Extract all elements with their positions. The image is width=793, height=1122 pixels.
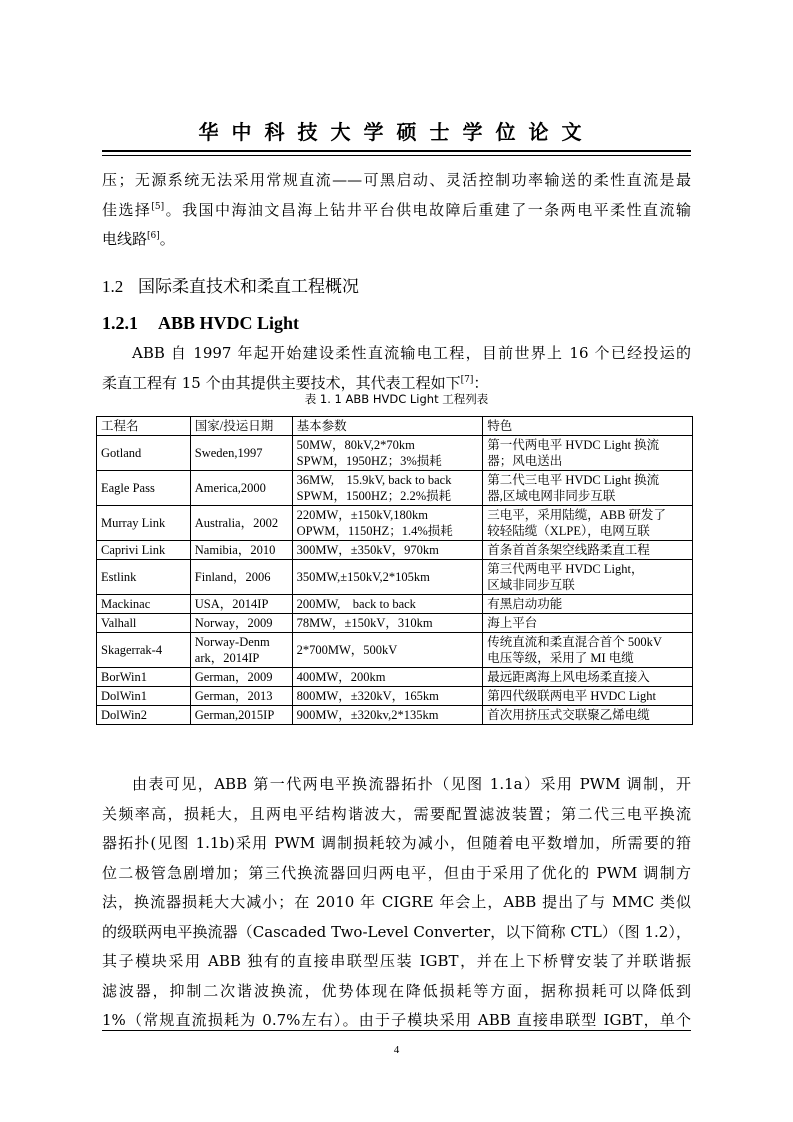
- project-name-cell: Valhall: [97, 614, 191, 633]
- footer-rule: [102, 1030, 691, 1031]
- features-cell: 三电平，采用陆缆，ABB 研发了 较轻陆缆（XLPE），电网互联: [483, 506, 693, 541]
- features-cell: 传统直流和柔直混合首个 500kV 电压等级，采用了 MI 电缆: [483, 633, 693, 668]
- country-date-cell: German，2009: [190, 668, 292, 687]
- table-row: [97, 471, 693, 506]
- country-date-cell: America,2000: [190, 471, 292, 506]
- parameters-cell: 300MW，±350kV，970km: [292, 541, 483, 560]
- features-cell: 首次用挤压式交联聚乙烯电缆: [483, 706, 693, 725]
- project-name-cell: Caprivi Link: [97, 541, 191, 560]
- body-line: 由表可见，ABB 第一代两电平换流器拓扑（见图 1.1a）采用 PWM 调制，开: [132, 775, 691, 793]
- features-cell: 第二代三电平 HVDC Light 换流 器,区域电网非同步互联: [483, 471, 693, 506]
- table-header-cell: 工程名: [97, 417, 191, 436]
- features-cell: 海上平台: [483, 614, 693, 633]
- table-row: [97, 436, 693, 471]
- table-row: [97, 687, 693, 706]
- citation-5: [5]: [151, 201, 165, 212]
- table-row: [97, 506, 693, 541]
- subsection-paragraph: [102, 339, 691, 398]
- country-date-cell: Norway，2009: [190, 614, 292, 633]
- subsection-number: 1.2.1: [102, 313, 138, 333]
- project-name-cell: Estlink: [97, 560, 191, 595]
- project-name-cell: DolWin1: [97, 687, 191, 706]
- body-line: 关频率高，损耗大，且两电平结构谐波大，需要配置滤波装置；第二代三电平换流: [102, 804, 691, 823]
- country-date-cell: Australia，2002: [190, 506, 292, 541]
- features-cell: 第三代两电平 HVDC Light， 区域非同步互联: [483, 560, 693, 595]
- table-header-row: [97, 417, 693, 436]
- page-header-title: 华中科技大学硕士学位论文: [198, 120, 595, 144]
- project-name-cell: Skagerrak-4: [97, 633, 191, 668]
- parameters-cell: 800MW，±320kV，165km: [292, 687, 483, 706]
- section-number: 1.2: [102, 277, 124, 296]
- project-name-cell: Gotland: [97, 436, 191, 471]
- sub-line-1: ABB 自 1997 年起开始建设柔性直流输电工程，目前世界上 16 个已经投运的: [132, 344, 691, 362]
- section-heading: [102, 272, 359, 297]
- project-name-cell: Mackinac: [97, 595, 191, 614]
- country-date-cell: Sweden,1997: [190, 436, 292, 471]
- project-name-cell: BorWin1: [97, 668, 191, 687]
- intro-line-1: 压；无源系统无法采用常规直流——可黑启动、灵活控制功率输送的柔性直流是最: [102, 171, 691, 189]
- table-row: [97, 595, 693, 614]
- header-rule: [102, 150, 691, 152]
- table-row: [97, 541, 693, 560]
- intro-paragraph: [102, 166, 691, 255]
- body-line: 滤波器，抑制二次谐波换流，优势体现在降低损耗等方面，据称损耗可以降低到: [102, 981, 691, 1000]
- parameters-cell: 2*700MW，500kV: [292, 633, 483, 668]
- body-line: 位二极管急剧增加；第三代换流器回归两电平，但由于采用了优化的 PWM 调制方: [102, 863, 691, 882]
- country-date-cell: USA，2014IP: [190, 595, 292, 614]
- analysis-paragraph: [102, 770, 691, 1036]
- parameters-cell: 36MW, 15.9kV, back to back SPWM，1500HZ；2.2%损耗: [292, 471, 483, 506]
- table-row: [97, 560, 693, 595]
- citation-6: [6]: [147, 231, 160, 241]
- parameters-cell: 220MW，±150kV,180km OPWM，1150HZ；1.4%损耗: [292, 506, 483, 541]
- section-title: 国际柔直技术和柔直工程概况: [138, 277, 359, 297]
- parameters-cell: 50MW，80kV,2*70km SPWM，1950HZ；3%损耗: [292, 436, 483, 471]
- intro-line-3: 电线路[6]。: [102, 230, 175, 248]
- table-header-cell: 特色: [483, 417, 693, 436]
- parameters-cell: 900MW，±320kv,2*135km: [292, 706, 483, 725]
- body-line: 的级联两电平换流器（Cascaded Two-Level Converter，以下简称 CTL）（图 1.2），: [102, 922, 691, 941]
- table-row: [97, 614, 693, 633]
- country-date-cell: Namibia，2010: [190, 541, 292, 560]
- country-date-cell: German,2015IP: [190, 706, 292, 725]
- intro-line-2: 佳选择[5]。我国中海油文昌海上钻井平台供电故障后重建了一条两电平柔性直流输: [102, 200, 691, 219]
- project-name-cell: DolWin2: [97, 706, 191, 725]
- page-number: 4: [393, 1044, 400, 1056]
- body-line: 法，换流器损耗大大减小；在 2010 年 CIGRE 年会上，ABB 提出了与 MMC 类似: [102, 893, 691, 911]
- project-name-cell: Murray Link: [97, 506, 191, 541]
- table-body: [97, 417, 693, 725]
- body-line: 1%（常规直流损耗为 0.7%左右）。由于子模块采用 ABB 直接串联型 IGBT，单个: [102, 1011, 691, 1029]
- features-cell: 有黑启动功能: [483, 595, 693, 614]
- table-caption: 表 1. 1 ABB HVDC Light 工程列表: [304, 392, 489, 406]
- parameters-cell: 200MW, back to back: [292, 595, 483, 614]
- table-header-cell: 基本参数: [292, 417, 483, 436]
- features-cell: 首条首首条架空线路柔直工程: [483, 541, 693, 560]
- parameters-cell: 350MW,±150kV,2*105km: [292, 560, 483, 595]
- table-row: [97, 633, 693, 668]
- header-rule-thin: [102, 155, 691, 156]
- abb-project-table: [96, 416, 693, 725]
- features-cell: 最远距离海上风电场柔直接入: [483, 668, 693, 687]
- table-row: [97, 706, 693, 725]
- body-line: 器拓扑(见图 1.1b)采用 PWM 调制损耗较为减小，但随着电平数增加，所需要的箝: [102, 834, 691, 852]
- table-header-cell: 国家/投运日期: [190, 417, 292, 436]
- parameters-cell: 400MW，200km: [292, 668, 483, 687]
- project-name-cell: Eagle Pass: [97, 471, 191, 506]
- parameters-cell: 78MW，±150kV，310km: [292, 614, 483, 633]
- country-date-cell: Finland，2006: [190, 560, 292, 595]
- country-date-cell: German，2013: [190, 687, 292, 706]
- sub-line-2: 柔直工程有 15 个由其提供主要技术，其代表工程如下[7]：: [102, 373, 489, 392]
- features-cell: 第一代两电平 HVDC Light 换流 器；风电送出: [483, 436, 693, 471]
- subsection-title: ABB HVDC Light: [158, 313, 300, 333]
- country-date-cell: Norway-Denm ark，2014IP: [190, 633, 292, 668]
- body-line: 其子模块采用 ABB 独有的直接串联型压装 IGBT，并在上下桥臂安装了并联谐振: [102, 952, 691, 970]
- table-row: [97, 668, 693, 687]
- features-cell: 第四代级联两电平 HVDC Light: [483, 687, 693, 706]
- citation-7: [7]: [460, 374, 474, 385]
- subsection-heading: [102, 313, 299, 334]
